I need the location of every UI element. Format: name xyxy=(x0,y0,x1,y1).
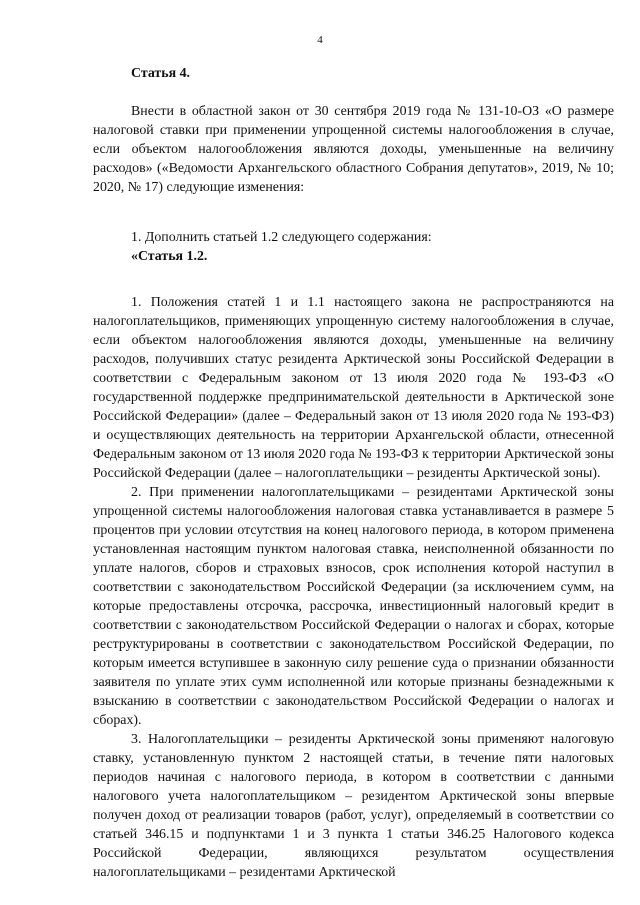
paragraph-1: 1. Положения статей 1 и 1.1 настоящего закона не распространяются на налогоплательщиков, применяющих упрощенную систему налогообложения в случае, если объектом налогообложения являются доходы, уменьшенные на величину расходов, получивших статус резидента Арктической зоны Российской Федерации в соответствии с Федеральным законом от 13 июля 2020 года № 193-ФЗ «О государственной поддержке предпринимательской деятельности в Арктической зоне Российской Федерации» (далее – Федеральный закон от 13 июля 2020 года № 193-ФЗ) и осуществляющих деятельность на территории Архангельской области, отнесенной Федеральным законом от 13 июля 2020 года № 193-ФЗ к территории Арктической зоны Российской Федерации (далее – налогоплательщики – резиденты Арктической зоны). xyxy=(93,295,614,481)
spacer xyxy=(93,197,614,228)
paragraph-2: 2. При применении налогоплательщиками – резидентами Арктической зоны упрощенной системы налогообложения налоговая ставка устанавливается в размере 5 процентов при условии отсутствия на конец налогового периода, в котором применена установленная настоящим пунктом налоговая ставка, неисполненной обязанности по уплате налогов, сборов и страховых взносов, срок исполнения которой наступил в соответствии с законодательством Российской Федерации (за исключением сумм, на которые предоставлены отсрочка, рассрочка, инвестиционный налоговый кредит в соответствии с законодательством Российской Федерации о налогах и сборах, которые реструктурированы в соответствии с законодательством Российской Федерации, по которым имеется вступившее в законную силу решение суда о признании обязанности заявителя по уплате этих сумм исполненной или которые признаны безнадежными к взысканию в соответствии с законодательством Российской Федерации о налогах и сборах). xyxy=(93,485,614,728)
paragraph-3: 3. Налогоплательщики – резиденты Арктической зоны применяют налоговую ставку, установленную пунктом 2 настоящей статьи, в течение пяти налоговых периодов начиная с налогового периода, в котором в соответствии с данными налогового учета налогоплательщиком – резидентом Арктической зоны впервые получен доход от реализации товаров (работ, услуг), определяемый в соответствии со статьей 346.15 и подпунктами 1 и 3 пункта 1 статьи 346.25 Налогового кодекса Российской Федерации, являющихся результатом осуществления налогоплательщиками – резидентами Арктической xyxy=(93,732,614,880)
intro-paragraph: Внести в областной закон от 30 сентября 2019 года № 131-10-ОЗ «О размере налоговой ставки при применении упрощенной системы налогообложения в случае, если объектом налогообложения являются доходы, уменьшенные на величину расходов» («Ведомости Архангельского областного Собрания депутатов», 2019, № 10; 2020, № 17) следующие изменения: xyxy=(93,104,614,195)
spacer xyxy=(93,83,614,102)
new-article-heading: «Статья 1.2. xyxy=(131,249,208,264)
article-heading: Статья 4. xyxy=(131,66,191,81)
document-body xyxy=(93,64,614,882)
page-number: 4 xyxy=(317,34,323,46)
spacer xyxy=(93,266,614,293)
item-1: 1. Дополнить статьей 1.2 следующего содержания: xyxy=(131,230,432,245)
